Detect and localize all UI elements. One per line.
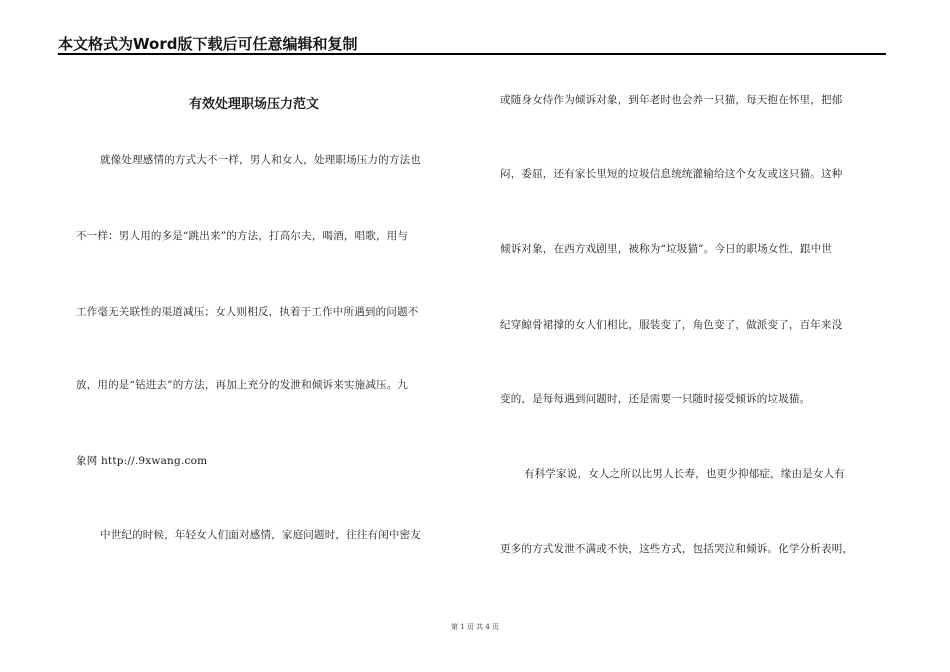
article-title: 有效处理职场压力范文 xyxy=(189,97,320,112)
page-number: 第 1 页 共 4 页 xyxy=(450,623,500,631)
paragraph-line: 象网 http://.9xwang.com xyxy=(76,455,208,467)
paragraph-line: 有科学家说，女人之所以比男人长寿，也更少抑郁症，缘由是女人有 xyxy=(524,468,845,480)
paragraph-line: 倾诉对象，在西方戏剧里，被称为“垃圾猫”。今日的职场女性，跟中世 xyxy=(500,243,833,255)
paragraph-line: 放，用的是“钻进去”的方法，再加上充分的发泄和倾诉来实施减压。九 xyxy=(76,379,409,391)
paragraph-line: 或随身女侍作为倾诉对象，到年老时也会养一只猫，每天抱在怀里，把郁 xyxy=(500,94,843,106)
paragraph-line: 闷，委屈，还有家长里短的垃圾信息统统灌输给这个女友或这只猫。这种 xyxy=(500,168,843,180)
paragraph-line: 变的，是每每遇到问题时，还是需要一只随时接受倾诉的垃圾猫。 xyxy=(500,393,811,405)
paragraph-line: 就像处理感情的方式大不一样，男人和女人，处理职场压力的方法也 xyxy=(100,154,421,166)
paragraph-line: 不一样：男人用的多是“跳出来”的方法，打高尔夫，喝酒，唱歌，用与 xyxy=(76,230,409,242)
document-banner: 本文格式为Word版下载后可任意编辑和复制 xyxy=(58,35,358,53)
paragraph-line: 工作毫无关联性的渠道减压；女人则相反，执着于工作中所遇到的问题不 xyxy=(76,306,419,318)
paragraph-line: 更多的方式发泄不满或不快，这些方式，包括哭泣和倾诉。化学分析表明， xyxy=(500,543,854,555)
paragraph-line: 纪穿鲸骨裙撑的女人们相比，服装变了，角色变了，做派变了，百年来没 xyxy=(500,319,843,331)
header-divider xyxy=(58,53,886,55)
paragraph-line: 中世纪的时候，年轻女人们面对感情，家庭问题时，往往有闺中密友 xyxy=(100,529,421,541)
